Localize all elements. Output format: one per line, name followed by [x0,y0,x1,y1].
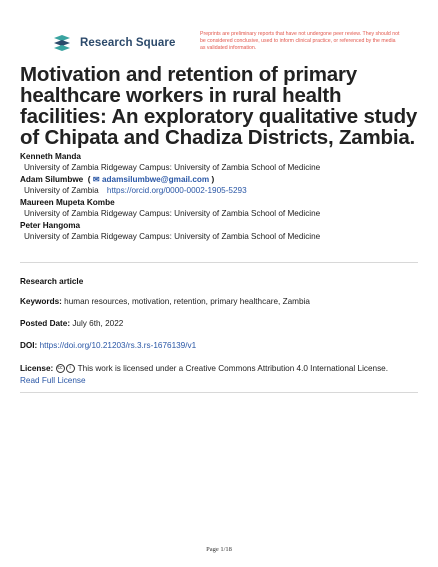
author-affiliation: University of Zambia [24,186,99,195]
posted-date-value: July 6th, 2022 [72,319,124,328]
author-name: Adam Silumbwe [20,175,84,184]
license-label: License: [20,364,54,373]
posted-date-row [20,319,123,328]
research-square-logo[interactable] [52,34,175,52]
email-close-paren: ) [211,175,215,184]
research-square-logo-icon [52,34,74,52]
author-block [20,220,430,243]
doi-label: DOI: [20,341,38,350]
section-divider [20,392,418,393]
author-block [20,174,430,197]
preprint-notice: Preprints are preliminary reports that have not undergone peer review. They should not be considered conclusive, used to inform clinical practice, or referenced by the media as validated information. [200,31,400,51]
cc-icon: cc [57,365,63,372]
author-affiliation-row [20,185,430,197]
author-list [20,151,430,243]
keywords-label: Keywords: [20,297,62,306]
author-name: Kenneth Manda [20,152,81,161]
license-row [20,363,420,387]
author-name: Peter Hangoma [20,221,81,230]
author-email-link[interactable]: adamsilumbwe@gmail.com [101,175,210,184]
section-divider [20,262,418,263]
doi-row [20,341,196,350]
author-affiliation: University of Zambia Ridgeway Campus: University of Zambia School of Medicine [24,209,321,218]
read-full-license-link[interactable]: Read Full License [20,376,86,385]
article-type [20,277,83,286]
page-number: Page 1/18 [206,546,232,553]
author-name-with-email [20,174,430,185]
doi-link[interactable]: https://doi.org/10.21203/rs.3.rs-1676139/v1 [39,341,197,350]
license-text: This work is licensed under a Creative Commons Attribution 4.0 International License. [77,364,389,373]
article-type-value: Research article [20,277,84,286]
orcid-link[interactable]: https://orcid.org/0000-0002-1905-5293 [106,186,247,195]
attribution-icon: i [66,364,75,373]
author-affiliation: University of Zambia Ridgeway Campus: University of Zambia School of Medicine [24,163,321,172]
logo-text: Research Square [80,37,176,49]
author-affiliation: University of Zambia Ridgeway Campus: University of Zambia School of Medicine [24,232,321,241]
paper-title: Motivation and retention of primary healthcare workers in rural health facilities: An exploratory qualitative study of Chipata and Chadiza Districts, Zambia. [20,63,418,149]
email-open-paren: ( [85,175,91,184]
keywords-row [20,297,310,306]
author-name: Maureen Mupeta Kombe [20,198,115,207]
page-header [0,0,438,58]
author-block [20,197,430,220]
email-icon: ✉ [92,175,100,184]
keywords-value: human resources, motivation, retention, primary healthcare, Zambia [64,297,310,306]
author-block [20,151,430,174]
posted-date-label: Posted Date: [20,319,71,328]
